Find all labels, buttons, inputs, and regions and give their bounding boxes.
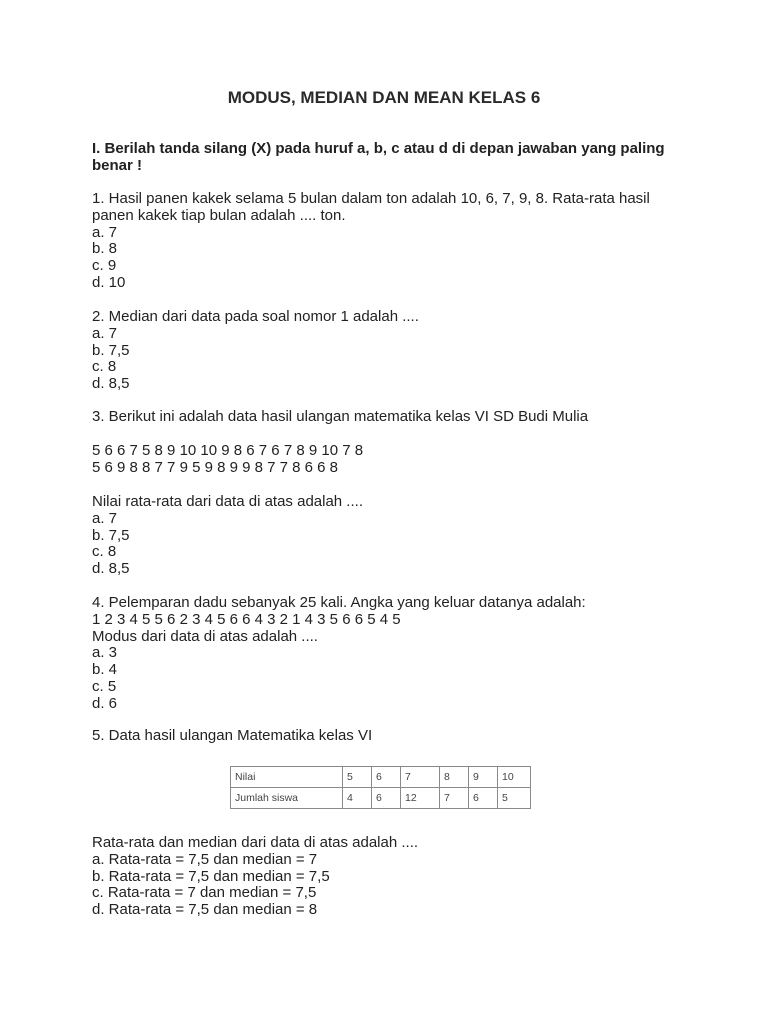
page-title: MODUS, MEDIAN DAN MEAN KELAS 6 [227,88,541,107]
table-cell: 10 [498,767,531,788]
question-4-question: Modus dari data di atas adalah .... [92,627,318,645]
table-cell: Jumlah siswa [231,788,343,809]
question-3-data-line-1: 5 6 6 7 5 8 9 10 10 9 8 6 7 6 7 8 9 10 7 8 [92,442,364,459]
question-1-option-b: b. 8 [92,240,118,258]
question-2-text: 2. Median dari data pada soal nomor 1 adalah .... [92,308,419,325]
question-5-option-b: b. Rata-rata = 7,5 dan median = 7,5 [92,867,330,885]
question-4-option-a: a. 3 [92,644,118,662]
table-cell: 5 [343,767,372,788]
question-4-option-c: c. 5 [92,677,117,695]
table-cell: 6 [372,767,401,788]
question-2-option-a: a. 7 [92,324,118,342]
question-3-text: 3. Berikut ini adalah data hasil ulangan matematika kelas VI SD Budi Mulia [92,408,589,425]
frequency-table [230,766,531,809]
question-5-text: 5. Data hasil ulangan Matematika kelas VI [92,727,373,744]
table-cell: 8 [440,767,469,788]
question-4-option-d: d. 6 [92,694,118,712]
question-4-text: 4. Pelemparan dadu sebanyak 25 kali. Angka yang keluar datanya adalah: [92,594,586,611]
question-1-text-line-1: 1. Hasil panen kakek selama 5 bulan dalam ton adalah 10, 6, 7, 9, 8. Rata-rata hasil [92,190,650,207]
table-cell: 12 [401,788,440,809]
question-5-option-c: c. Rata-rata = 7 dan median = 7,5 [92,884,317,902]
question-5 [92,728,712,745]
question-3-option-d: d. 8,5 [92,560,130,578]
table-cell: 9 [469,767,498,788]
instruction-text: I. Berilah tanda silang (X) pada huruf a, b, c atau d di depan jawaban yang paling benar ! [92,140,665,174]
question-3-question: Nilai rata-rata dari data di atas adalah .... [92,493,363,510]
question-3-option-c: c. 8 [92,543,117,561]
question-3-option-b: b. 7,5 [92,526,130,544]
question-5-question: Rata-rata dan median dari data di atas adalah .... [92,834,419,851]
question-1-option-a: a. 7 [92,223,118,241]
table-row-nilai [231,767,531,788]
question-5-option-a: a. Rata-rata = 7,5 dan median = 7 [92,850,318,868]
question-1-option-d: d. 10 [92,273,126,291]
question-2 [92,309,712,393]
question-3-prompt [92,494,712,578]
frequency-table-container [230,766,536,809]
question-1-text-line-2: panen kakek tiap bulan adalah .... ton. [92,206,346,224]
question-1-option-c: c. 9 [92,257,117,275]
question-4-data: 1 2 3 4 5 5 6 2 3 4 5 6 6 4 3 2 1 4 3 5 6 6 5 4 5 [92,610,401,628]
question-3-option-a: a. 7 [92,509,118,527]
question-4-option-b: b. 4 [92,661,118,679]
question-3 [92,409,712,426]
table-cell: 5 [498,788,531,809]
table-cell: 7 [401,767,440,788]
question-5-prompt [92,835,712,919]
question-5-option-d: d. Rata-rata = 7,5 dan median = 8 [92,901,318,919]
question-1 [92,191,712,292]
question-2-option-d: d. 8,5 [92,375,130,393]
table-cell: 6 [372,788,401,809]
question-2-option-c: c. 8 [92,358,117,376]
table-cell: 7 [440,788,469,809]
table-cell: 4 [343,788,372,809]
table-row-jumlah-siswa [231,788,531,809]
question-4 [92,595,712,713]
table-cell: 6 [469,788,498,809]
table-cell: Nilai [231,767,343,788]
question-2-option-b: b. 7,5 [92,341,130,359]
question-3-data [92,443,712,477]
question-3-data-line-2: 5 6 9 8 8 7 7 9 5 9 8 9 9 8 7 7 8 6 6 8 [92,458,339,476]
